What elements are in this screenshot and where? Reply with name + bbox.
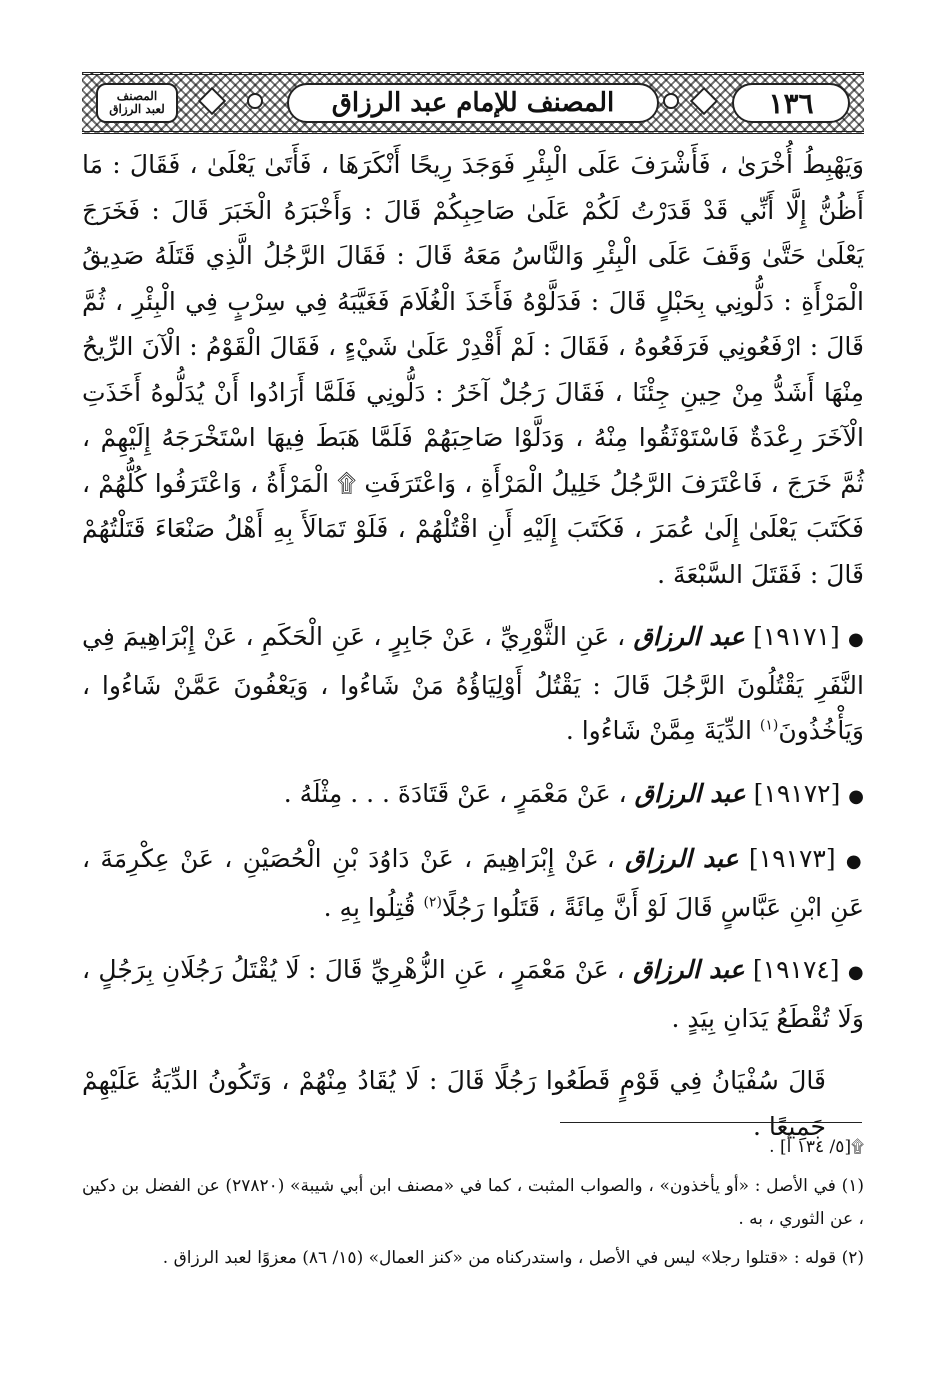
narrative-paragraph: وَيَهْبِطُ أُخْرَىٰ ، فَأَشْرَفَ عَلَى الْبِئْرِ فَوَجَدَ رِيحًا أَنْكَرَهَا ، فَأَتَىٰ يَعْلَىٰ ، فَقَالَ : مَا أَظُنُّ إِلَّا أَنِّي قَدْ قَدَرْتُ لَكُمْ عَلَىٰ صَاحِبِكُمْ قَالَ : وَأَخْبَرَهُ الْخَبَرَ قَالَ : فَخَرَجَ يَعْلَىٰ حَتَّىٰ وَقَفَ عَلَى الْبِئْرِ وَالنَّاسُ مَعَهُ قَالَ : فَقَالَ الرَّجُلُ الَّذِي قَتَلَهُ صَدِيقُ الْمَرْأَةِ : دَلُّونِي بِحَبْلٍ قَالَ : فَدَلَّوْهُ فَأَخَذَ الْغُلَامَ فَغَيَّبَهُ فِي سِرْبٍ فِي الْبِئْرِ ، ثُمَّ قَالَ : ارْفَعُونِي فَرَفَعُوهُ ، فَقَالَ : لَمْ أَقْدِرْ عَلَىٰ شَيْءٍ ، فَقَالَ الْقَوْمُ : الْآنَ الرِّيحُ مِنْهَا أَشَدُّ مِنْ حِينِ جِئْنَا ، فَقَالَ رَجُلٌ آخَرُ : دَلُّونِي فَلَمَّا أَرَادُوا أَنْ يُدَلُّوهُ أَخَذَتِ الْآخَرَ رِعْدَةٌ فَاسْتَوْثَقُوا مِنْهُ ، وَدَلَّوْا صَاحِبَهُمْ فَلَمَّا هَبَطَ فِيهَا اسْتَخْرَجَهُ إِلَيْهِمْ ، ثُمَّ خَرَجَ ، فَاعْتَرَفَ الرَّجُلُ خَلِيلُ الْمَرْأَةِ ، وَاعْتَرَفَتِ ۩ الْمَرْأَةُ ، وَاعْتَرَفُوا كُلُّهُمْ ، فَكَتَبَ يَعْلَىٰ إِلَىٰ عُمَرَ ، فَكَتَبَ إِلَيْهِ أَنِ اقْتُلْهُمْ ، فَلَوْ تَمَالَأَ بِهِ أَهْلُ صَنْعَاءَ قَتَلْتُهُمْ قَالَ : فَقَتَلَ السَّبْعَةَ . [82, 150, 864, 589]
emblem [109, 90, 165, 116]
footnote-ref: (١) [759, 717, 779, 734]
emblem-line-2: لعبد الرزاق [109, 102, 165, 116]
ornamental-header [82, 72, 864, 134]
entry-text: ، عَنْ مَعْمَرٍ ، عَنْ قَتَادَةَ . . . مِثْلَهُ . [283, 778, 627, 808]
hadith-entry [82, 614, 864, 754]
bullet-icon: ● [847, 629, 864, 650]
emblem-cartouche [96, 83, 178, 123]
bullet-icon: ● [848, 785, 864, 807]
running-title: المصنف للإمام عبد الرزاق [331, 88, 615, 118]
narrator-name: عبد الرزاق [633, 955, 745, 984]
bullet-icon: ● [845, 851, 864, 872]
entry-number: [١٩١٧١] [753, 622, 840, 651]
circle-ornament-icon [247, 93, 263, 109]
circle-ornament-icon [663, 93, 679, 109]
diamond-ornament-icon [690, 87, 718, 115]
main-text [82, 142, 864, 1149]
hadith-entry [82, 947, 864, 1041]
entry-number: [١٩١٧٣] [748, 844, 836, 873]
title-cartouche [287, 83, 659, 123]
folio-marker: ۩[٥/ ١٣٤ أ] . [769, 1137, 864, 1157]
hadith-entry [82, 836, 864, 930]
emblem-line-1: المصنف [116, 89, 158, 103]
page-number-cartouche [732, 83, 850, 123]
entry-text: ، عَنِ الثَّوْرِيِّ ، عَنْ جَابِرٍ ، عَنِ الْحَكَمِ ، عَنْ إِبْرَاهِيمَ فِي النَّفَرِ يَقْتُلُونَ الرَّجُلَ قَالَ : يَقْتُلُ أَوْلِيَاؤُهُ مَنْ شَاءُوا ، وَيَعْفُونَ عَمَّنْ شَاءُوا ، وَيَأْخُذُونَ [82, 622, 864, 745]
footnote-ref: (٢) [423, 894, 442, 911]
footnote-2: (٢) قوله : «قتلوا رجلا» ليس في الأصل ، واستدركناه من «كنز العمال» (١٥/ ٨٦) معزوًا لعبد الرزاق . [162, 1248, 864, 1268]
diamond-ornament-icon [198, 87, 226, 115]
bullet-icon: ● [847, 962, 864, 983]
footnotes [82, 1131, 864, 1281]
footnote-divider [560, 1122, 862, 1123]
entry-text-continued: قُتِلُوا بِهِ . [323, 892, 416, 922]
entry-number: [١٩١٧٢] [753, 778, 841, 808]
footnote-1: (١) في الأصل : «أو يأخذون» ، والصواب المثبت ، كما في «مصنف ابن أبي شيبة» (٢٧٨٢٠) عن الفضل بن دكين ، عن الثوري ، به . [82, 1176, 864, 1229]
entry-text: ، عَنْ إِبْرَاهِيمَ ، عَنْ دَاوُدَ بْنِ الْحُصَيْنِ ، عَنْ عِكْرِمَةَ ، عَنِ ابْنِ عَبَّاسٍ قَالَ لَوْ أَنَّ مِائَةً ، قَتَلُوا رَجُلًا [82, 844, 864, 922]
narrator-name: عبد الرزاق [633, 622, 745, 651]
closing-paragraph: قَالَ سُفْيَانُ فِي قَوْمٍ قَطَعُوا رَجُلًا قَالَ : لَا يُقَادُ مِنْهُمْ ، وَتَكُونُ الدِّيَةُ عَلَيْهِمْ جَمِيعًا . [82, 1066, 826, 1141]
narrator-name: عبد الرزاق [625, 844, 739, 873]
entry-text-continued: الدِّيَةَ مِمَّنْ شَاءُوا . [565, 716, 752, 745]
page-number: ١٣٦ [768, 86, 814, 120]
entry-text: ، عَنْ مَعْمَرٍ ، عَنِ الزُّهْرِيِّ قَالَ : لَا يُقْتَلُ رَجُلَانِ بِرَجُلٍ ، وَلَا تُقْطَعُ يَدَانِ بِيَدٍ . [82, 955, 864, 1033]
hadith-entry [82, 771, 864, 820]
entry-number: [١٩١٧٤] [752, 955, 840, 984]
narrator-name: عبد الرزاق [634, 778, 746, 808]
